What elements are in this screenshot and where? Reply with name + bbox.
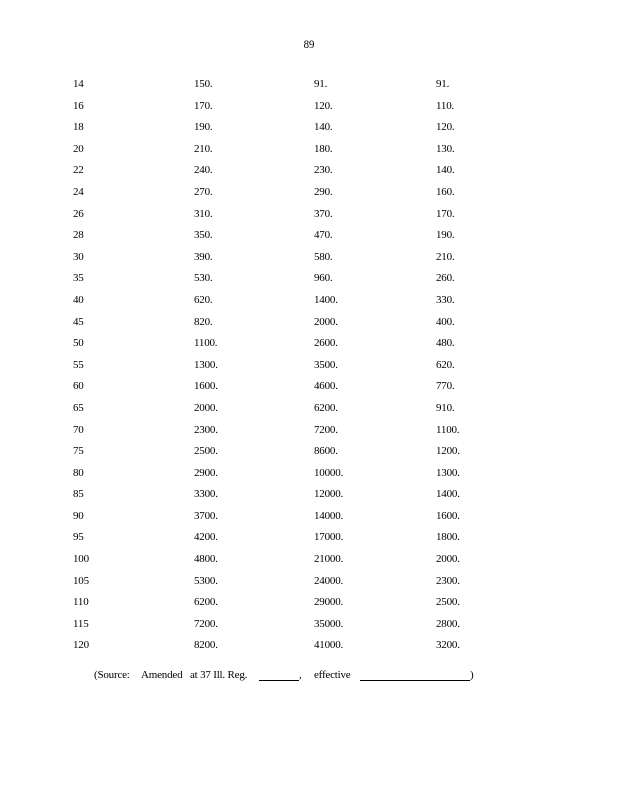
table-cell-col1: 45 — [73, 315, 84, 328]
table-cell-col4: 260. — [436, 272, 455, 285]
source-close-paren: ) — [470, 669, 474, 681]
table-cell-col2: 8200. — [194, 639, 218, 652]
table-cell-col4: 130. — [436, 142, 455, 155]
table-row — [0, 248, 618, 270]
table-cell-col4: 330. — [436, 293, 455, 306]
table-cell-col3: 4600. — [314, 380, 338, 393]
table-cell-col2: 620. — [194, 293, 213, 306]
table-cell-col3: 3500. — [314, 358, 338, 371]
table-cell-col1: 35 — [73, 272, 84, 285]
table-cell-col4: 160. — [436, 185, 455, 198]
table-cell-col1: 14 — [73, 78, 84, 90]
table-cell-col3: 290. — [314, 185, 333, 198]
table-cell-col2: 350. — [194, 229, 213, 242]
table-cell-col2: 3700. — [194, 509, 218, 522]
table-cell-col1: 60 — [73, 380, 84, 393]
table-row — [0, 140, 618, 162]
table-cell-col3: 960. — [314, 272, 333, 285]
table-cell-col1: 115 — [73, 617, 89, 630]
table-cell-col3: 7200. — [314, 423, 338, 436]
table-row — [0, 118, 618, 140]
table-cell-col2: 2900. — [194, 466, 218, 479]
table-cell-col3: 230. — [314, 164, 333, 177]
table-cell-col4: 190. — [436, 229, 455, 242]
table-cell-col3: 41000. — [314, 639, 344, 652]
table-cell-col1: 105 — [73, 574, 89, 587]
table-cell-col2: 240. — [194, 164, 213, 177]
table-cell-col4: 91. — [436, 78, 450, 90]
table-cell-col2: 4800. — [194, 553, 218, 566]
table-cell-col2: 150. — [194, 78, 213, 90]
source-effective-label: effective — [314, 669, 351, 681]
table-cell-col3: 10000. — [314, 466, 344, 479]
table-cell-col3: 35000. — [314, 617, 344, 630]
table-cell-col3: 370. — [314, 207, 333, 220]
table-row — [0, 572, 618, 594]
table-cell-col1: 26 — [73, 207, 84, 220]
table-cell-col4: 1100. — [436, 423, 460, 436]
table-row — [0, 377, 618, 399]
table-cell-col3: 91. — [314, 78, 328, 90]
table-row — [0, 183, 618, 205]
table-row — [0, 399, 618, 421]
table-cell-col1: 20 — [73, 142, 84, 155]
table-cell-col3: 1400. — [314, 293, 338, 306]
table-row — [0, 97, 618, 119]
table-row — [0, 161, 618, 183]
table-cell-col4: 170. — [436, 207, 455, 220]
table-row — [0, 507, 618, 529]
table-cell-col3: 29000. — [314, 596, 344, 609]
table-cell-col2: 270. — [194, 185, 213, 198]
table-cell-col3: 580. — [314, 250, 333, 263]
table-cell-col4: 140. — [436, 164, 455, 177]
table-row — [0, 636, 618, 658]
table-cell-col3: 24000. — [314, 574, 344, 587]
table-cell-col2: 6200. — [194, 596, 218, 609]
source-comma: , — [299, 669, 302, 681]
table-cell-col2: 210. — [194, 142, 213, 155]
table-row — [0, 464, 618, 486]
table-row — [0, 226, 618, 248]
table-row — [0, 421, 618, 443]
table-cell-col4: 1800. — [436, 531, 460, 544]
table-cell-col1: 95 — [73, 531, 84, 544]
table-cell-col4: 770. — [436, 380, 455, 393]
table-cell-col4: 120. — [436, 121, 455, 134]
table-cell-col1: 24 — [73, 185, 84, 198]
table-row — [0, 334, 618, 356]
table-cell-col1: 100 — [73, 553, 89, 566]
table-cell-col1: 16 — [73, 99, 84, 112]
table-cell-col4: 1600. — [436, 509, 460, 522]
table-row — [0, 205, 618, 227]
page-number: 89 — [303, 37, 315, 51]
table-row — [0, 75, 618, 97]
table-cell-col4: 910. — [436, 401, 455, 414]
table-cell-col4: 110. — [436, 99, 455, 112]
table-cell-col3: 12000. — [314, 488, 344, 501]
table-cell-col2: 1100. — [194, 337, 218, 350]
table-cell-col1: 22 — [73, 164, 84, 177]
table-cell-col3: 6200. — [314, 401, 338, 414]
table-row — [0, 615, 618, 637]
table-cell-col4: 620. — [436, 358, 455, 371]
table-row — [0, 593, 618, 615]
table-cell-col2: 5300. — [194, 574, 218, 587]
table-cell-col2: 820. — [194, 315, 213, 328]
table-cell-col2: 1300. — [194, 358, 218, 371]
table-cell-col4: 210. — [436, 250, 455, 263]
table-cell-col1: 110 — [73, 596, 89, 609]
table-cell-col4: 2800. — [436, 617, 460, 630]
source-amended-label: Amended — [141, 669, 183, 681]
table-cell-col3: 8600. — [314, 445, 338, 458]
table-cell-col1: 90 — [73, 509, 84, 522]
table-cell-col2: 4200. — [194, 531, 218, 544]
table-cell-col4: 1200. — [436, 445, 460, 458]
source-register-label: at 37 Ill. Reg. — [190, 669, 248, 681]
table-cell-col1: 18 — [73, 121, 84, 134]
table-cell-col2: 7200. — [194, 617, 218, 630]
source-open-label: (Source: — [94, 669, 130, 681]
table-cell-col3: 2600. — [314, 337, 338, 350]
table-cell-col3: 21000. — [314, 553, 344, 566]
table-cell-col2: 530. — [194, 272, 213, 285]
table-cell-col3: 120. — [314, 99, 333, 112]
table-cell-col1: 28 — [73, 229, 84, 242]
table-cell-col1: 80 — [73, 466, 84, 479]
table-cell-col3: 2000. — [314, 315, 338, 328]
table-row — [0, 291, 618, 313]
table-cell-col2: 2000. — [194, 401, 218, 414]
table-cell-col1: 50 — [73, 337, 84, 350]
table-cell-col1: 120 — [73, 639, 89, 652]
table-cell-col2: 1600. — [194, 380, 218, 393]
table-row — [0, 485, 618, 507]
table-cell-col3: 17000. — [314, 531, 344, 544]
table-cell-col4: 1300. — [436, 466, 460, 479]
table-row — [0, 528, 618, 550]
table-cell-col1: 75 — [73, 445, 84, 458]
table-cell-col2: 390. — [194, 250, 213, 263]
table-cell-col2: 190. — [194, 121, 213, 134]
table-cell-col3: 470. — [314, 229, 333, 242]
table-cell-col1: 85 — [73, 488, 84, 501]
table-cell-col2: 3300. — [194, 488, 218, 501]
table-cell-col1: 65 — [73, 401, 84, 414]
table-cell-col4: 2000. — [436, 553, 460, 566]
table-cell-col2: 170. — [194, 99, 213, 112]
table-cell-col4: 3200. — [436, 639, 460, 652]
table-cell-col4: 400. — [436, 315, 455, 328]
effective-date-blank-line — [360, 667, 470, 681]
table-cell-col1: 55 — [73, 358, 84, 371]
table-cell-col1: 30 — [73, 250, 84, 263]
table-row — [0, 313, 618, 335]
table-row — [0, 442, 618, 464]
table-cell-col2: 2500. — [194, 445, 218, 458]
data-table — [0, 75, 618, 658]
register-blank-line — [259, 667, 299, 681]
table-row — [0, 269, 618, 291]
table-cell-col1: 40 — [73, 293, 84, 306]
table-row — [0, 356, 618, 378]
table-cell-col2: 310. — [194, 207, 213, 220]
table-cell-col4: 480. — [436, 337, 455, 350]
table-cell-col1: 70 — [73, 423, 84, 436]
table-cell-col2: 2300. — [194, 423, 218, 436]
table-cell-col3: 140. — [314, 121, 333, 134]
table-cell-col4: 2500. — [436, 596, 460, 609]
table-cell-col4: 1400. — [436, 488, 460, 501]
table-cell-col3: 14000. — [314, 509, 344, 522]
table-row — [0, 550, 618, 572]
table-cell-col4: 2300. — [436, 574, 460, 587]
table-cell-col3: 180. — [314, 142, 333, 155]
